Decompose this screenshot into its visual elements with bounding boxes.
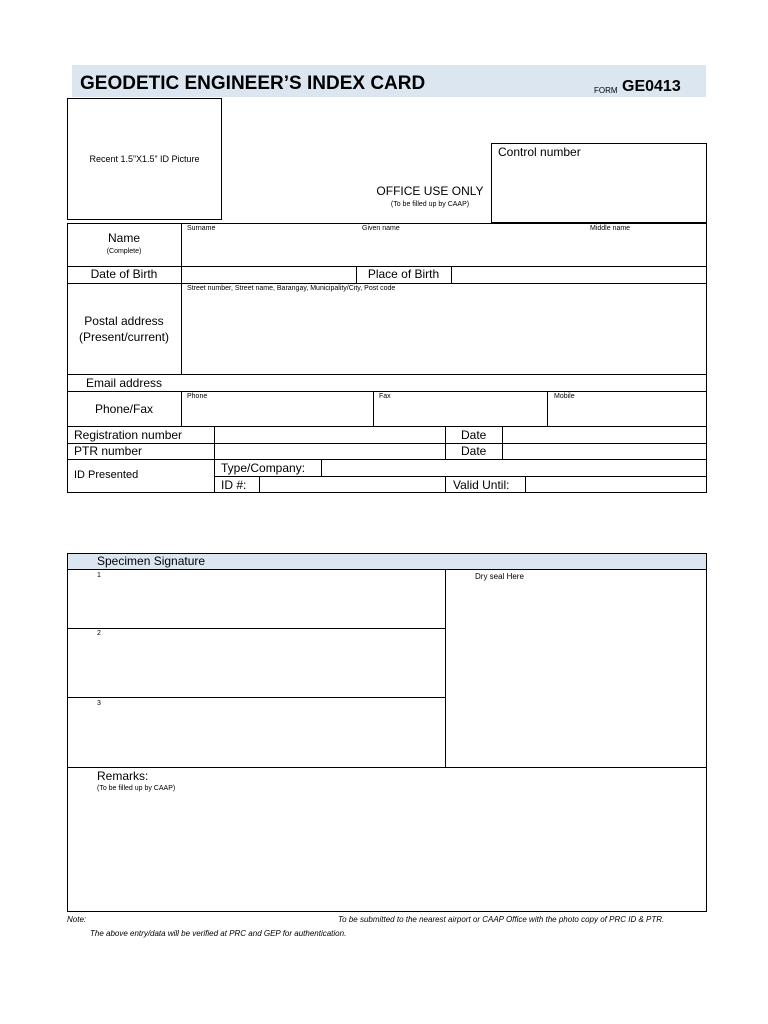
signature-number-1: 1: [97, 572, 101, 579]
ptr-date-label: Date: [461, 444, 487, 458]
signature-number-2: 2: [97, 630, 101, 637]
signature-box-2[interactable]: [68, 629, 444, 696]
fax-input[interactable]: [374, 403, 546, 425]
remarks-label: Remarks:: [97, 769, 149, 783]
control-number-label: Control number: [498, 145, 581, 159]
date-of-birth-input[interactable]: [182, 267, 355, 282]
registration-date-input[interactable]: [503, 427, 706, 442]
remarks-sub-label: (To be filled up by CAAP): [97, 785, 176, 792]
email-label: Email address: [85, 376, 163, 390]
valid-until-input[interactable]: [526, 477, 706, 492]
phone-input[interactable]: [182, 403, 372, 425]
id-number-input[interactable]: [260, 477, 444, 492]
given-name-label: Given name: [362, 225, 400, 232]
date-of-birth-label: Date of Birth: [90, 267, 158, 281]
postal-address-sub-label: (Present/current): [78, 330, 170, 344]
footer-verify-note: The above entry/data will be verified at PRC and GEP for authentication.: [90, 929, 347, 938]
type-company-input[interactable]: [322, 460, 706, 475]
valid-until-label: Valid Until:: [453, 478, 510, 492]
form-code: GE0413: [622, 78, 681, 95]
form-prefix: FORM: [594, 86, 618, 95]
name-input-area[interactable]: [182, 235, 706, 265]
remarks-input[interactable]: [68, 796, 706, 911]
footer-note-label: Note:: [67, 915, 87, 924]
mobile-label: Mobile: [554, 393, 575, 400]
ptr-date-input[interactable]: [503, 444, 706, 458]
place-of-birth-label: Place of Birth: [367, 267, 440, 281]
type-company-label: Type/Company:: [221, 461, 306, 475]
mobile-input[interactable]: [548, 403, 706, 425]
id-presented-label: ID Presented: [74, 469, 139, 481]
office-use-title: OFFICE USE ONLY: [376, 184, 484, 198]
specimen-signature-title: Specimen Signature: [97, 554, 206, 568]
postal-address-input[interactable]: [182, 296, 706, 373]
name-sub-label: (Complete): [106, 248, 142, 255]
postal-address-label: Postal address: [84, 314, 164, 328]
registration-date-label: Date: [461, 428, 487, 442]
ptr-number-label: PTR number: [74, 444, 143, 458]
surname-label: Surname: [187, 225, 216, 232]
ptr-number-input[interactable]: [215, 444, 444, 458]
office-use-sub: (To be filled up by CAAP): [390, 201, 470, 208]
place-of-birth-input[interactable]: [452, 267, 706, 282]
id-photo-label: Recent 1.5”X1.5” ID Picture: [89, 154, 200, 164]
signature-box-3[interactable]: [68, 698, 444, 766]
registration-number-input[interactable]: [215, 427, 444, 442]
middle-name-label: Middle name: [590, 225, 631, 232]
email-input[interactable]: [182, 375, 706, 390]
form-title: GEODETIC ENGINEER’S INDEX CARD: [80, 73, 426, 94]
fax-label: Fax: [379, 393, 391, 400]
dry-seal-label: Dry seal Here: [475, 572, 524, 581]
signature-number-3: 3: [97, 700, 101, 707]
phone-label: Phone: [187, 393, 208, 400]
name-label: Name: [107, 231, 140, 245]
id-number-label: ID #:: [221, 478, 247, 492]
registration-number-label: Registration number: [74, 428, 183, 442]
phone-fax-label: Phone/Fax: [94, 402, 154, 416]
postal-address-hint: Street number, Street name, Barangay, Municipality/City, Post code: [187, 285, 396, 292]
signature-box-1[interactable]: [68, 570, 444, 627]
footer-submit-note: To be submitted to the nearest airport or CAAP Office with the photo copy of PRC ID & PTR.: [338, 915, 665, 924]
dry-seal-box[interactable]: [446, 570, 706, 766]
